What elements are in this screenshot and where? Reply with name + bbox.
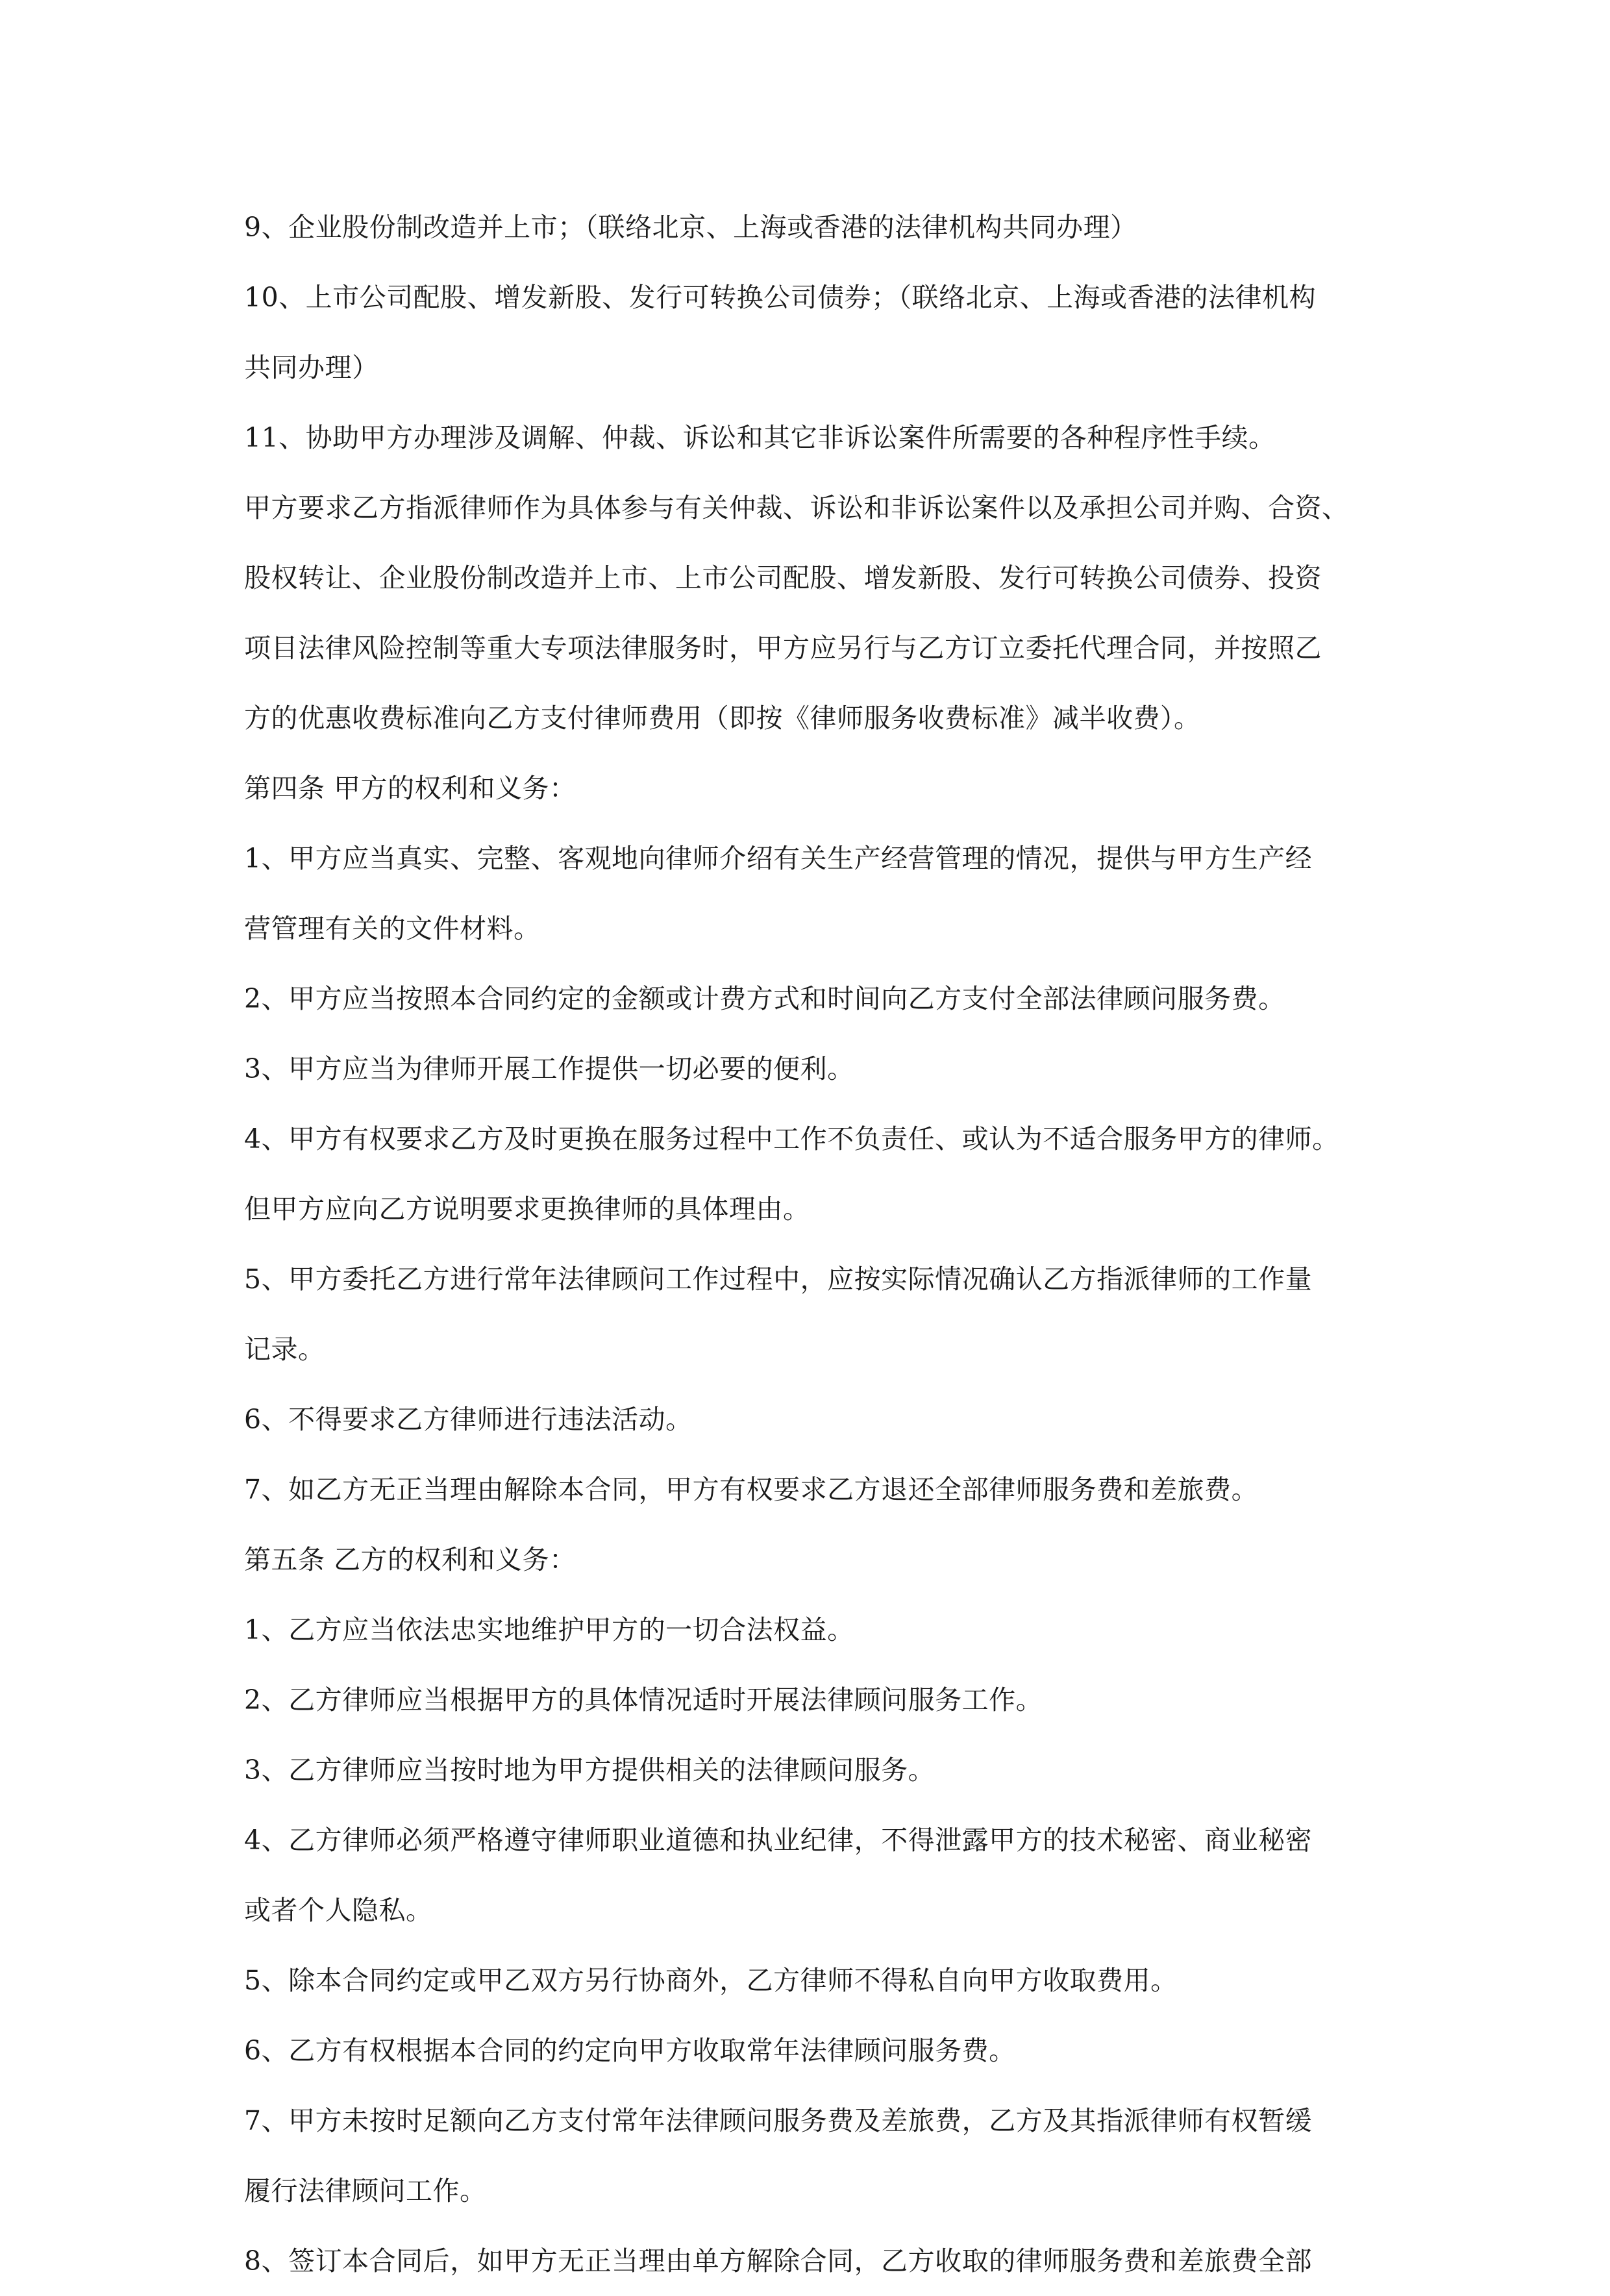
article-5-heading: 第五条 乙方的权利和义务： [244, 1544, 576, 1575]
article-4-item-5-cont: 记录。 [244, 1334, 325, 1365]
article-5-item-5: 5、除本合同约定或甲乙双方另行协商外，乙方律师不得私自向甲方收取费用。 [244, 1965, 1178, 1996]
article-5-item-6: 6、乙方有权根据本合同的约定向甲方收取常年法律顾问服务费。 [244, 2035, 1016, 2066]
article-4-heading: 第四条 甲方的权利和义务： [244, 773, 576, 804]
special-services-paragraph-cont: 项目法律风险控制等重大专项法律服务时，甲方应另行与乙方订立委托代理合同，并按照乙 [244, 632, 1322, 664]
article-4-item-2: 2、甲方应当按照本合同约定的金额或计费方式和时间向乙方支付全部法律顾问服务费。 [244, 983, 1285, 1014]
special-services-paragraph-cont: 股权转让、企业股份制改造并上市、上市公司配股、增发新股、发行可转换公司债券、投资 [244, 562, 1322, 593]
article-4-item-5: 5、甲方委托乙方进行常年法律顾问工作过程中，应按实际情况确认乙方指派律师的工作量 [244, 1264, 1313, 1295]
article-4-item-4: 4、甲方有权要求乙方及时更换在服务过程中工作不负责任、或认为不适合服务甲方的律师。 [244, 1123, 1339, 1154]
article-4-item-3: 3、甲方应当为律师开展工作提供一切必要的便利。 [244, 1053, 854, 1084]
article-4-item-7: 7、如乙方无正当理由解除本合同，甲方有权要求乙方退还全部律师服务费和差旅费。 [244, 1474, 1259, 1505]
special-services-paragraph: 甲方要求乙方指派律师作为具体参与有关仲裁、诉讼和非诉讼案件以及承担公司并购、合资、 [244, 492, 1349, 523]
article-4-item-1: 1、甲方应当真实、完整、客观地向律师介绍有关生产经营管理的情况，提供与甲方生产经 [244, 843, 1313, 874]
clause-10-item-cont: 共同办理） [244, 352, 379, 383]
clause-9-item: 9、企业股份制改造并上市；（联络北京、上海或香港的法律机构共同办理） [244, 212, 1137, 243]
special-services-paragraph-cont: 方的优惠收费标准向乙方支付律师费用（即按《律师服务收费标准》减半收费）。 [244, 703, 1201, 734]
article-5-item-2: 2、乙方律师应当根据甲方的具体情况适时开展法律顾问服务工作。 [244, 1684, 1043, 1716]
article-5-item-4-cont: 或者个人隐私。 [244, 1895, 433, 1926]
article-4-item-6: 6、不得要求乙方律师进行违法活动。 [244, 1404, 693, 1435]
article-4-item-4-cont: 但甲方应向乙方说明要求更换律师的具体理由。 [244, 1193, 810, 1225]
contract-body [244, 192, 1387, 2296]
clause-10-item: 10、上市公司配股、增发新股、发行可转换公司债券；（联络北京、上海或香港的法律机构 [244, 282, 1317, 313]
article-5-item-3: 3、乙方律师应当按时地为甲方提供相关的法律顾问服务。 [244, 1754, 935, 1786]
article-4-item-1-cont: 营管理有关的文件材料。 [244, 913, 541, 944]
article-5-item-7: 7、甲方未按时足额向乙方支付常年法律顾问服务费及差旅费，乙方及其指派律师有权暂缓 [244, 2105, 1313, 2136]
article-5-item-4: 4、乙方律师必须严格遵守律师职业道德和执业纪律，不得泄露甲方的技术秘密、商业秘密 [244, 1825, 1313, 1856]
clause-11-item: 11、协助甲方办理涉及调解、仲裁、诉讼和其它非诉讼案件所需要的各种程序性手续。 [244, 422, 1276, 453]
article-5-item-8: 8、签订本合同后，如甲方无正当理由单方解除合同，乙方收取的律师服务费和差旅费全部 [244, 2245, 1313, 2277]
article-5-item-1: 1、乙方应当依法忠实地维护甲方的一切合法权益。 [244, 1614, 854, 1645]
article-5-item-7-cont: 履行法律顾问工作。 [244, 2175, 487, 2206]
